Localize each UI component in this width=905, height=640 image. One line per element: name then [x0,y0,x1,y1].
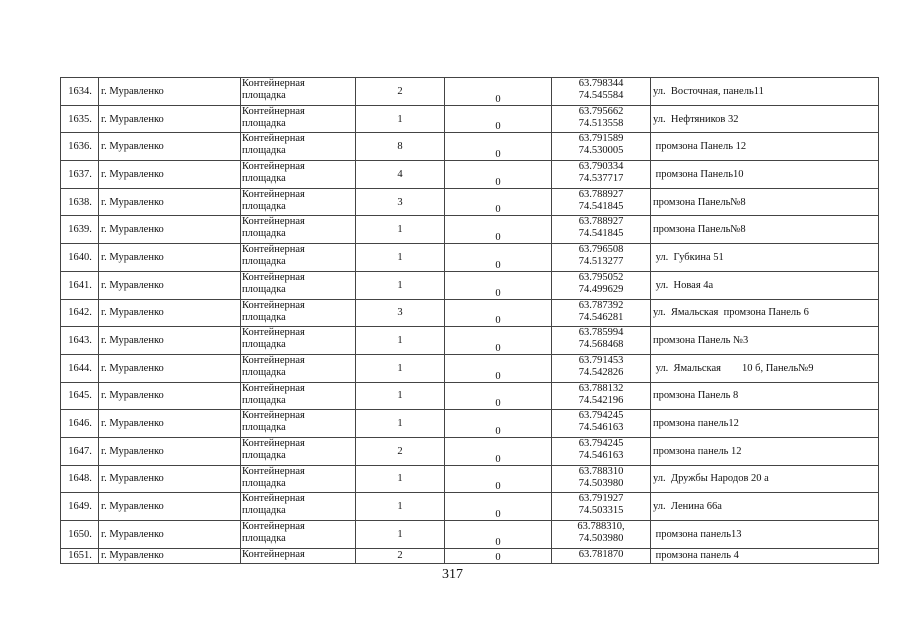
row-number: 1646. [61,410,99,438]
table-row [61,216,879,244]
latitude: 63.791453 [578,354,624,366]
latitude: 63.788310 [578,465,624,477]
latitude: 63.791589 [578,133,624,145]
row-number: 1648. [61,465,99,493]
site-type-line-1: Контейнерная [242,354,305,366]
coordinates-cell [552,327,651,355]
site-type-line-1: Контейнерная [242,244,305,256]
table-row [61,548,879,563]
container-quantity-cell: 2 [356,548,445,563]
count-cell: 0 [445,161,552,189]
coordinates-cell [552,188,651,216]
coordinates-cell [552,244,651,272]
site-type-cell [241,244,356,272]
site-type-line-2: площадка [242,477,286,489]
container-quantity-cell: 1 [356,382,445,410]
city-cell: г. Муравленко [99,410,241,438]
address-cell: ул. Новая 4а [651,271,879,299]
site-type-line-1: Контейнерная [242,105,305,117]
longitude: 74.542196 [578,394,624,406]
city-cell: г. Муравленко [99,133,241,161]
site-type-cell [241,188,356,216]
document-table-container [60,77,869,564]
site-type-cell [241,465,356,493]
row-number: 1643. [61,327,99,355]
latitude: 63.787392 [578,299,624,311]
count-cell: 0 [445,244,552,272]
row-number: 1642. [61,299,99,327]
site-type-cell [241,105,356,133]
row-number: 1640. [61,244,99,272]
row-number: 1644. [61,354,99,382]
site-type-line-2: площадка [242,505,286,517]
count-cell: 0 [445,133,552,161]
table-row [61,382,879,410]
address-cell: ул. Ямальская промзона Панель 6 [651,299,879,327]
address-cell: ул. Дружбы Народов 20 а [651,465,879,493]
address-cell: промзона Панель10 [651,161,879,189]
site-type-line-2: площадка [242,394,286,406]
site-type-line-1: Контейнерная [242,216,305,228]
city-cell: г. Муравленко [99,105,241,133]
coordinates-cell [552,548,651,563]
container-quantity-cell: 1 [356,216,445,244]
longitude: 74.513277 [578,256,624,268]
city-cell: г. Муравленко [99,354,241,382]
city-cell: г. Муравленко [99,382,241,410]
count-cell: 0 [445,548,552,563]
longitude: 74.546163 [578,422,624,434]
site-type-cell [241,78,356,106]
site-type-line-1: Контейнерная [242,437,305,449]
city-cell: г. Муравленко [99,271,241,299]
site-type-line-1: Контейнерная [242,271,305,283]
row-number: 1647. [61,437,99,465]
latitude: 63.795052 [578,271,624,283]
latitude: 63.791927 [578,493,624,505]
count-cell: 0 [445,188,552,216]
site-type-line-2: площадка [242,145,286,157]
latitude: 63.788927 [578,216,624,228]
container-quantity-cell: 1 [356,244,445,272]
count-cell: 0 [445,216,552,244]
container-quantity-cell: 3 [356,188,445,216]
latitude: 63.794245 [578,437,624,449]
longitude: 74.546163 [578,449,624,461]
site-type-line-1: Контейнерная [242,133,305,145]
site-type-line-1: Контейнерная [242,410,305,422]
site-type-line-2: площадка [242,283,286,295]
longitude: 74.503980 [578,533,624,544]
count-cell: 0 [445,437,552,465]
site-type-cell [241,548,356,563]
longitude: 74.541845 [578,200,624,212]
row-number: 1650. [61,521,99,549]
city-cell: г. Муравленко [99,188,241,216]
site-type-line-2: площадка [242,173,286,185]
table-row [61,78,879,106]
container-quantity-cell: 2 [356,437,445,465]
address-cell: промзона Панель 12 [651,133,879,161]
container-sites-table [60,77,879,564]
address-cell: ул. Ленина 66а [651,493,879,521]
count-cell: 0 [445,105,552,133]
latitude: 63.796508 [578,244,624,256]
address-cell: ул. Ямальская 10 б, Панель№9 [651,354,879,382]
site-type-cell [241,271,356,299]
count-cell: 0 [445,521,552,549]
table-body [61,78,879,564]
latitude: 63.788132 [578,382,624,394]
row-number: 1645. [61,382,99,410]
row-number: 1636. [61,133,99,161]
longitude: 74.541845 [578,228,624,240]
longitude: 74.513558 [578,117,624,129]
site-type-cell [241,521,356,549]
table-row [61,521,879,549]
site-type-cell [241,299,356,327]
site-type-line-1: Контейнерная [242,188,305,200]
longitude: 74.503315 [578,505,624,517]
longitude: 74.530005 [578,145,624,157]
site-type-line-1: Контейнерная [242,548,305,560]
latitude: 63.781870 [578,548,624,560]
site-type-cell [241,410,356,438]
coordinates-cell [552,161,651,189]
coordinates-cell [552,133,651,161]
site-type-line-2: площадка [242,339,286,351]
site-type-line-1: Контейнерная [242,493,305,505]
longitude: 74.542826 [578,366,624,378]
table-row [61,354,879,382]
site-type-line-2: площадка [242,449,286,461]
address-cell: ул. Восточная, панель11 [651,78,879,106]
count-cell: 0 [445,271,552,299]
container-quantity-cell: 4 [356,161,445,189]
row-number: 1634. [61,78,99,106]
address-cell: промзона панель13 [651,521,879,549]
site-type-cell [241,354,356,382]
address-cell: промзона панель 12 [651,437,879,465]
page-number: 317 [442,567,463,582]
site-type-line-2: площадка [242,422,286,434]
coordinates-cell [552,382,651,410]
count-cell: 0 [445,327,552,355]
address-cell: промзона Панель 8 [651,382,879,410]
row-number: 1639. [61,216,99,244]
address-cell: промзона панель 4 [651,548,879,563]
address-cell: промзона Панель №3 [651,327,879,355]
container-quantity-cell: 8 [356,133,445,161]
row-number: 1641. [61,271,99,299]
address-cell: ул. Нефтяников 32 [651,105,879,133]
latitude: 63.794245 [578,410,624,422]
address-cell: промзона Панель№8 [651,188,879,216]
city-cell: г. Муравленко [99,465,241,493]
site-type-cell [241,327,356,355]
site-type-cell [241,133,356,161]
coordinates-cell [552,299,651,327]
coordinates-cell [552,271,651,299]
coordinates-cell [552,354,651,382]
address-cell: ул. Губкина 51 [651,244,879,272]
container-quantity-cell: 1 [356,271,445,299]
site-type-line-1: Контейнерная [242,465,305,477]
latitude: 63.788310, [577,521,625,532]
table-row [61,327,879,355]
city-cell: г. Муравленко [99,244,241,272]
longitude: 74.568468 [578,339,624,351]
city-cell: г. Муравленко [99,437,241,465]
count-cell: 0 [445,410,552,438]
city-cell: г. Муравленко [99,521,241,549]
site-type-line-1: Контейнерная [242,161,305,173]
longitude: 74.545584 [578,90,624,101]
site-type-line-2: площадка [242,533,286,544]
container-quantity-cell: 1 [356,465,445,493]
container-quantity-cell: 2 [356,78,445,106]
count-cell: 0 [445,354,552,382]
latitude: 63.795662 [578,105,624,117]
site-type-line-2: площадка [242,228,286,240]
table-row [61,437,879,465]
city-cell: г. Муравленко [99,216,241,244]
container-quantity-cell: 1 [356,493,445,521]
table-row [61,105,879,133]
site-type-line-2: площадка [242,256,286,268]
site-type-cell [241,161,356,189]
address-cell: промзона Панель№8 [651,216,879,244]
table-row [61,465,879,493]
longitude: 74.546281 [578,311,624,323]
site-type-line-2: площадка [242,90,286,101]
table-row [61,133,879,161]
city-cell: г. Муравленко [99,78,241,106]
table-row [61,299,879,327]
count-cell: 0 [445,299,552,327]
table-row [61,271,879,299]
longitude: 74.499629 [578,283,624,295]
site-type-line-1: Контейнерная [242,299,305,311]
address-cell: промзона панель12 [651,410,879,438]
row-number: 1637. [61,161,99,189]
latitude: 63.788927 [578,188,624,200]
container-quantity-cell: 3 [356,299,445,327]
count-cell: 0 [445,78,552,106]
container-quantity-cell: 1 [356,354,445,382]
coordinates-cell [552,437,651,465]
container-quantity-cell: 1 [356,327,445,355]
site-type-line-2: площадка [242,366,286,378]
site-type-line-1: Контейнерная [242,78,305,89]
row-number: 1651. [61,548,99,563]
longitude: 74.503980 [578,477,624,489]
table-row [61,161,879,189]
site-type-line-1: Контейнерная [242,521,305,532]
site-type-line-1: Контейнерная [242,382,305,394]
coordinates-cell [552,410,651,438]
container-quantity-cell: 1 [356,410,445,438]
latitude: 63.798344 [578,78,624,89]
site-type-line-1: Контейнерная [242,327,305,339]
row-number: 1649. [61,493,99,521]
site-type-cell [241,493,356,521]
coordinates-cell [552,493,651,521]
table-row [61,493,879,521]
count-cell: 0 [445,382,552,410]
row-number: 1635. [61,105,99,133]
site-type-cell [241,437,356,465]
table-row [61,188,879,216]
city-cell: г. Муравленко [99,327,241,355]
site-type-cell [241,382,356,410]
table-row [61,410,879,438]
count-cell: 0 [445,465,552,493]
latitude: 63.785994 [578,327,624,339]
container-quantity-cell: 1 [356,105,445,133]
coordinates-cell [552,216,651,244]
city-cell: г. Муравленко [99,161,241,189]
city-cell: г. Муравленко [99,299,241,327]
latitude: 63.790334 [578,161,624,173]
city-cell: г. Муравленко [99,493,241,521]
coordinates-cell [552,105,651,133]
site-type-cell [241,216,356,244]
coordinates-cell [552,465,651,493]
site-type-line-2: площадка [242,311,286,323]
longitude: 74.537717 [578,173,624,185]
coordinates-cell [552,78,651,106]
table-row [61,244,879,272]
city-cell: г. Муравленко [99,548,241,563]
row-number: 1638. [61,188,99,216]
count-cell: 0 [445,493,552,521]
site-type-line-2: площадка [242,117,286,129]
site-type-line-2: площадка [242,200,286,212]
container-quantity-cell: 1 [356,521,445,549]
coordinates-cell [552,521,651,549]
